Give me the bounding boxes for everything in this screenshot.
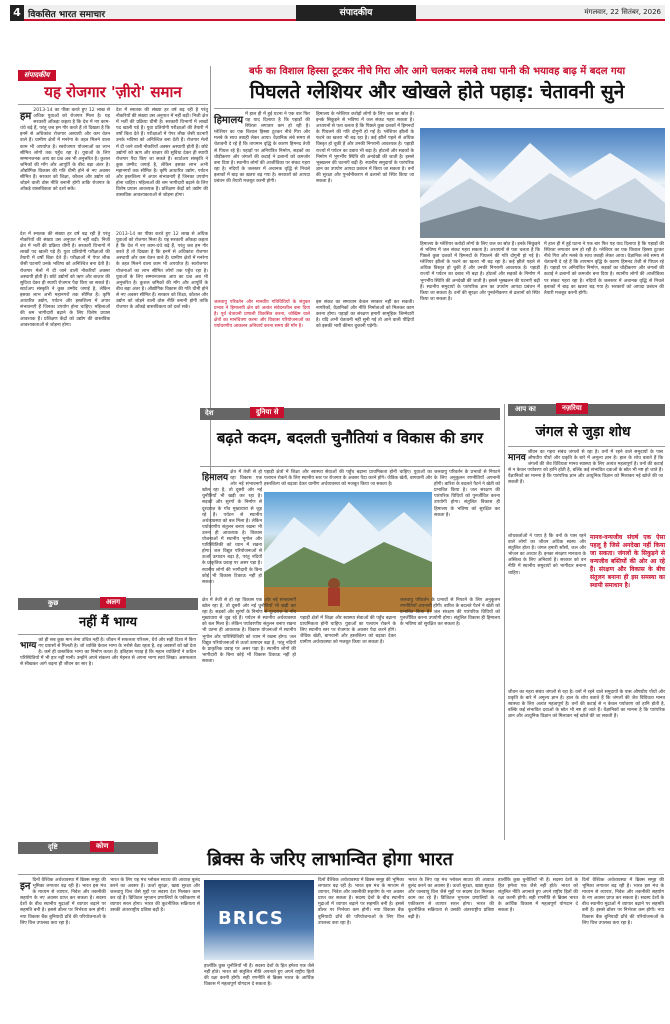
alag-label: अलग bbox=[100, 597, 126, 608]
alag-byline: भाग्य bbox=[20, 641, 37, 651]
glacier-col-2b bbox=[316, 300, 414, 378]
glacier-body-1: में हाल ही में हुई घटना ने एक बार फिर यह याद दिलाया है कि पहाड़ों की स्थिरता लगातार कम हो रही है। ग्लेशियर का एक विशाल हिस्सा टूटकर नीचे गिरा और मलबे के साथ तबाही लेकर आया। वैज्ञानिक लंबे समय से चेतावनी दे रहे हैं कि तापमान वृद्धि के कारण हिमनद तेजी से पिघल रहे हैं। पहाड़ों पर अनियंत्रित निर्माण, सड़कों का चौड़ीकरण और जंगलों की कटाई ने ढलानों को कमजोर बना दिया है। स्थानीय लोगों की आजीविका पर संकट गहरा रहा है। नदियों के जलस्तर में अचानक वृद्धि से निचले इलाकों में बाढ़ का खतरा बढ़ गया है। सरकारों को आपदा प्रबंधन की तैयारी मजबूत करनी होगी। bbox=[214, 112, 310, 185]
aapka-label: आप का bbox=[515, 405, 536, 413]
himalaya-col-6 bbox=[400, 598, 500, 838]
glacier-body-3: हिमालय के ग्लेशियर करोड़ों लोगों के लिए जल का स्रोत हैं। इनके सिकुड़ने से भविष्य में जल संकट गहरा सकता है। अध्ययनों से पता चलता है कि पिछले कुछ दशकों में हिमनदों के पिघलने की गति दोगुनी हो गई है। ग्लेशियर झीलों के फटने का खतरा भी बढ़ रहा है। कई झीलें पहले से अधिक विस्तृत हो चुकी हैं और उनकी निगरानी आवश्यक है। पहाड़ी राज्यों में पर्यटन का दबाव भी बढ़ा है। होटलों और सड़कों के निर्माण में भूगर्भीय स्थिति की अनदेखी की जाती है। इससे भूस्खलन की घटनाएँ बढ़ी हैं। स्थानीय समुदायों के पारंपरिक ज्ञान का उपयोग आपदा प्रबंधन में किया जा सकता है। वनों की सुरक्षा और पुनर्वनीकरण से ढलानों को स्थिर किया जा सकता है। bbox=[316, 112, 414, 185]
glacier-body-2: जलवायु परिवर्तन और मानवीय गतिविधियों के संयुक्त प्रभाव ने हिमालयी क्षेत्र को अत्यंत संवेदनशील बना दिया है। पूर्व चेतावनी प्रणाली विकसित करना, जोखिम वाले क्षेत्रों का मानचित्रण करना और विकास परियोजनाओं का पर्यावरणीय आकलन अनिवार्य करना समय की माँग है। bbox=[214, 300, 310, 330]
brics-col-3 bbox=[204, 964, 314, 1018]
editorial-body-3: 2013-14 का पीछा करते हुए 12 लाख से अधिक युवाओं को रोजगार मिला है। यह सरकारी आँकड़ा कहता है कि देश में नए काम-धंधे बढ़े हैं, परंतु जब हम गौर करते हैं तो दिखता है कि इनमें से अधिकांश रोजगार अस्थायी और कम वेतन वाले हैं। ग्रामीण क्षेत्रों में मनरेगा के तहत मिलने वाला काम भी अपर्याप्त है। स्वरोजगार योजनाओं का लाभ सीमित लोगों तक पहुँच रहा है। युवाओं के लिए सम्मानजनक आय का प्रश्न अब भी अनुत्तरित है। कुशल श्रमिकों की माँग और आपूर्ति के बीच बड़ा अंतर है। औद्योगिक विकास की गति धीमी होने से नए अवसर सीमित हैं। सरकार को शिक्षा, कौशल और उद्योग को जोड़ने वाली ठोस नीति बनानी होगी ताकि रोजगार के आँकड़े वास्तविकता को दर्शा सकें। bbox=[116, 232, 208, 311]
brics-body-2: भारत के लिए यह मंच ग्लोबल साउथ की आवाज़ बुलंद करने का अवसर है। ऊर्जा सुरक्षा, खाद्य सुरक्षा और जलवायु वित्त जैसे मुद्दों पर सदस्य देश मिलकर काम कर रहे हैं। डिजिटल भुगतान प्रणालियों के एकीकरण से व्यापार सरल होगा। भारत की कूटनीतिक सक्रियता से उसकी अंतरराष्ट्रीय प्रतिष्ठा बढ़ी है। bbox=[110, 878, 200, 914]
opinion-headline: जंगल से जुड़ा शोध bbox=[535, 424, 631, 440]
glacier-byline: हिमालय bbox=[214, 115, 244, 126]
nazariya-label: नज़रिया bbox=[556, 403, 588, 414]
brics-photo bbox=[204, 880, 314, 960]
section-name: संपादकीय bbox=[296, 5, 416, 21]
editorial-col-3 bbox=[20, 232, 110, 592]
editorial-col-4 bbox=[116, 232, 208, 592]
opinion-col-1 bbox=[508, 450, 663, 530]
alag-body: को ही सब कुछ मान लेना उचित नहीं है। जीवन में सफलता परिश्रम, धैर्य और सही दिशा में किए गए प्रयासों से मिलती है। जो व्यक्ति केवल भाग्य के भरोसे बैठा रहता है, वह अवसरों को खो देता है। कर्म ही वास्तविक भाग्य का निर्माण करता है। इतिहास गवाह है कि महान व्यक्तियों ने कठिन परिस्थितियों में भी हार नहीं मानी। उन्होंने अपने संकल्प और मेहनत से अपना भाग्य स्वयं लिखा। असफलता से सीखकर आगे बढ़ना ही जीवन का सार है। bbox=[20, 638, 197, 668]
opinion-body-2: शोधकर्ताओं ने पाया है कि वनों के पास रहने वाले लोगों का जीवन अधिक स्वस्थ और संतुलित होता है। जंगल हमारी साँसों, जल और भोजन का आधार हैं। इनका संरक्षण मानवता के अस्तित्व के लिए अनिवार्य है। सरकार को वन नीति में स्थानीय समुदायों को भागीदार बनाना चाहिए। bbox=[508, 534, 586, 576]
himalaya-body-3: जलवायु परिवर्तन के प्रभावों से निपटने के लिए अनुकूलन रणनीतियाँ अपनानी होंगी। बारिश के बदलते पैटर्न ने खेती को प्रभावित किया है। जल संरक्षण की पारंपरिक विधियों को पुनर्जीवित करना उपयोगी होगा। संतुलित विकास ही हिमालय के भविष्य को सुरक्षित कर सकता है। bbox=[434, 470, 501, 518]
brics-col-5 bbox=[408, 878, 494, 1018]
brics-body-1c: दिनों वैश्विक अर्थव्यवस्था में ब्रिक्स समूह की भूमिका लगातार बढ़ रही है। भारत इस मंच के माध्यम से व्यापार, निवेश और तकनीकी सहयोग के नए अवसर प्राप्त कर सकता है। सदस्य देशों के बीच स्थानीय मुद्राओं में व्यापार बढ़ाने पर सहमति बनी है। इससे डॉलर पर निर्भरता कम होगी। नया विकास बैंक बुनियादी ढाँचे की परियोजनाओं के लिए वित्त उपलब्ध करा रहा है। bbox=[582, 878, 664, 926]
brics-byline: इन bbox=[20, 881, 31, 892]
issue-date: मंगलवार, 22 सितंबर, 2026 bbox=[584, 8, 661, 16]
glacier-headline: पिघलते ग्लेशियर और खोखले होते पहाड़: चेतावनी सुने bbox=[249, 81, 625, 103]
himalaya-body-3b: जलवायु परिवर्तन के प्रभावों से निपटने के लिए अनुकूलन रणनीतियाँ अपनानी होंगी। बारिश के बदलते पैटर्न ने खेती को प्रभावित किया है। जल संरक्षण की पारंपरिक विधियों को पुनर्जीवित करना उपयोगी होगा। संतुलित विकास ही हिमालय के भविष्य को सुरक्षित कर सकता है। bbox=[400, 598, 500, 628]
himalaya-body-2: पहाड़ी क्षेत्रों में शिक्षा और स्वास्थ्य सेवाओं की पहुँच बढ़ाना प्राथमिकता होनी चाहिए। युवाओं का पलायन रोकने के लिए स्थानीय स्तर पर रोजगार के अवसर पैदा करने होंगे। जैविक खेती, बागवानी और हस्तशिल्प को बढ़ावा देकर ग्रामीण अर्थव्यवस्था को मजबूत किया जा सकता है। bbox=[264, 470, 432, 488]
himalaya-body-1b: क्षेत्र में तेजी से हो रहा विकास एक ओर नई संभावनाएँ खोल रहा है, तो दूसरी ओर नई चुनौतियाँ भी खड़ी कर रहा है। सड़कों और सुरंगों के निर्माण से दूरदराज़ के गाँव मुख्यधारा से जुड़ रहे हैं। पर्यटन से स्थानीय अर्थव्यवस्था को बल मिला है। लेकिन पर्यावरणीय संतुलन बनाए रखना भी उतना ही आवश्यक है। विकास योजनाओं में स्थानीय भूगोल और पारिस्थितिकी को ध्यान में रखना होगा। जल विद्युत परियोजनाओं से ऊर्जा उत्पादन बढ़ा है, परंतु नदियों के प्राकृतिक प्रवाह पर असर पड़ा है। स्थानीय लोगों की भागीदारी के बिना कोई भी विकास टिकाऊ नहीं हो सकता। bbox=[202, 598, 296, 664]
drishti-label: दृष्टि bbox=[48, 843, 58, 851]
brics-col-2 bbox=[110, 878, 200, 1018]
opinion-col-2 bbox=[508, 534, 586, 684]
himalaya-byline: हिमालय bbox=[202, 473, 229, 483]
glacier-col-pull bbox=[214, 300, 310, 378]
brics-headline: ब्रिक्स के जरिए लाभान्वित होगा भारत bbox=[207, 849, 453, 870]
glacier-col-2 bbox=[316, 112, 414, 297]
himalaya-col-5 bbox=[300, 616, 396, 838]
editorial-body-1: 2013-14 का पीछा करते हुए 12 लाख से अधिक युवाओं को रोजगार मिला है। यह सरकारी आँकड़ा कहता है कि देश में नए काम-धंधे बढ़े हैं, परंतु जब हम गौर करते हैं तो दिखता है कि इनमें से अधिकांश रोजगार अस्थायी और कम वेतन वाले हैं। ग्रामीण क्षेत्रों में मनरेगा के तहत मिलने वाला काम भी अपर्याप्त है। स्वरोजगार योजनाओं का लाभ सीमित लोगों तक पहुँच रहा है। युवाओं के लिए सम्मानजनक आय का प्रश्न अब भी अनुत्तरित है। कुशल श्रमिकों की माँग और आपूर्ति के बीच बड़ा अंतर है। औद्योगिक विकास की गति धीमी होने से नए अवसर सीमित हैं। सरकार को शिक्षा, कौशल और उद्योग को जोड़ने वाली ठोस नीति बनानी होगी ताकि रोजगार के आँकड़े वास्तविकता को दर्शा सकें। bbox=[20, 108, 110, 193]
himalaya-col-3 bbox=[434, 470, 500, 595]
glacier-kicker: बर्फ का विशाल हिस्सा टूटकर नीचे गिरा और आगे चलकर मलबे तथा पानी की भयावह बाढ़ में बदल गया bbox=[248, 66, 626, 77]
editorial-col-1 bbox=[20, 108, 110, 228]
himalaya-col-4 bbox=[202, 598, 296, 838]
paper-name: विकसित भारत समाचार bbox=[28, 10, 106, 20]
duniya-label: दुनिया से bbox=[250, 407, 284, 418]
opinion-body-1b: जीवन का गहरा संबंध जंगलों से रहा है। वनों में रहने वाले समुदायों के पास औषधीय पौधों और प्रकृति के बारे में अमूल्य ज्ञान है। हाल के शोध बताते हैं कि जंगलों की जैव विविधता मानव स्वास्थ्य के लिए अत्यंत महत्वपूर्ण है। वनों की कटाई से न केवल पर्यावरण को हानि होती है, बल्कि कई संभावित दवाओं के स्रोत भी नष्ट हो जाते हैं। वैज्ञानिकों का मानना है कि पारंपरिक ज्ञान और आधुनिक विज्ञान को मिलाकर नई खोजें की जा सकती हैं। bbox=[508, 690, 665, 720]
brics-col-4 bbox=[318, 878, 404, 1018]
glacier-photo bbox=[420, 128, 665, 238]
alag-col bbox=[20, 638, 196, 838]
editorial-headline: यह रोजगार 'ज़ीरो' समान bbox=[44, 83, 182, 101]
opinion-col-3 bbox=[508, 690, 665, 838]
glacier-body-1b: में हाल ही में हुई घटना ने एक बार फिर यह याद दिलाया है कि पहाड़ों की स्थिरता लगातार कम हो रही है। ग्लेशियर का एक विशाल हिस्सा टूटकर नीचे गिरा और मलबे के साथ तबाही लेकर आया। वैज्ञानिक लंबे समय से चेतावनी दे रहे हैं कि तापमान वृद्धि के कारण हिमनद तेजी से पिघल रहे हैं। पहाड़ों पर अनियंत्रित निर्माण, सड़कों का चौड़ीकरण और जंगलों की कटाई ने ढलानों को कमजोर बना दिया है। स्थानीय लोगों की आजीविका पर संकट गहरा रहा है। नदियों के जलस्तर में अचानक वृद्धि से निचले इलाकों में बाढ़ का खतरा बढ़ गया है। सरकारों को आपदा प्रबंधन की तैयारी मजबूत करनी होगी। bbox=[544, 242, 664, 296]
himalaya-body-2b: पहाड़ी क्षेत्रों में शिक्षा और स्वास्थ्य सेवाओं की पहुँच बढ़ाना प्राथमिकता होनी चाहिए। युवाओं का पलायन रोकने के लिए स्थानीय स्तर पर रोजगार के अवसर पैदा करने होंगे। जैविक खेती, बागवानी और हस्तशिल्प को बढ़ावा देकर ग्रामीण अर्थव्यवस्था को मजबूत किया जा सकता है। bbox=[300, 616, 396, 646]
editorial-label: संपादकीय bbox=[18, 70, 56, 81]
brics-col-6 bbox=[498, 878, 578, 1018]
page-number: 4 bbox=[10, 5, 24, 21]
editorial-body-2b: देश में स्नातक की संख्या हर वर्ष बढ़ रही है परंतु नौकरियों की संख्या उस अनुपात में नहीं बढ़ी। निजी क्षेत्र में भर्ती की प्रक्रिया धीमी है। सरकारी विभागों में लाखों पद खाली पड़े हैं। युवा प्रतियोगी परीक्षाओं की तैयारी में वर्षों बिता देते हैं। परीक्षाओं में पेपर लीक जैसी घटनाएँ उनके भविष्य को अनिश्चित बना देती हैं। रोजगार मेलों में दी जाने वाली नौकरियाँ अक्सर अस्थायी होती हैं। छोटे उद्योगों को ऋण और बाज़ार की सुविधा देकर ही स्थायी रोजगार पैदा किए जा सकते हैं। स्टार्टअप संस्कृति ने कुछ उम्मीद जगाई है, लेकिन इसका लाभ अभी महानगरों तक सीमित है। कृषि आधारित उद्योग, पर्यटन और हस्तशिल्प में अपार संभावनाएँ हैं जिनका उपयोग होना चाहिए। महिलाओं की श्रम भागीदारी बढ़ाने के लिए विशेष प्रयास आवश्यक हैं। प्रशिक्षण केंद्रों को उद्योग की वास्तविक आवश्यकताओं से जोड़ना होगा। bbox=[20, 232, 110, 329]
page-header bbox=[10, 5, 665, 21]
glacier-col-4 bbox=[544, 242, 664, 378]
alag-headline: नहीं मैं भाग्य bbox=[78, 615, 137, 630]
opinion-body-1: जीवन का गहरा संबंध जंगलों से रहा है। वनों में रहने वाले समुदायों के पास औषधीय पौधों और प्रकृति के बारे में अमूल्य ज्ञान है। हाल के शोध बताते हैं कि जंगलों की जैव विविधता मानव स्वास्थ्य के लिए अत्यंत महत्वपूर्ण है। वनों की कटाई से न केवल पर्यावरण को हानि होती है, बल्कि कई संभावित दवाओं के स्रोत भी नष्ट हो जाते हैं। वैज्ञानिकों का मानना है कि पारंपरिक ज्ञान और आधुनिक विज्ञान को मिलाकर नई खोजें की जा सकती हैं। bbox=[508, 450, 663, 486]
glacier-body-3b: हिमालय के ग्लेशियर करोड़ों लोगों के लिए जल का स्रोत हैं। इनके सिकुड़ने से भविष्य में जल संकट गहरा सकता है। अध्ययनों से पता चलता है कि पिछले कुछ दशकों में हिमनदों के पिघलने की गति दोगुनी हो गई है। ग्लेशियर झीलों के फटने का खतरा भी बढ़ रहा है। कई झीलें पहले से अधिक विस्तृत हो चुकी हैं और उनकी निगरानी आवश्यक है। पहाड़ी राज्यों में पर्यटन का दबाव भी बढ़ा है। होटलों और सड़कों के निर्माण में भूगर्भीय स्थिति की अनदेखी की जाती है। इससे भूस्खलन की घटनाएँ बढ़ी हैं। स्थानीय समुदायों के पारंपरिक ज्ञान का उपयोग आपदा प्रबंधन में किया जा सकता है। वनों की सुरक्षा और पुनर्वनीकरण से ढलानों को स्थिर किया जा सकता है। bbox=[420, 242, 540, 302]
himalaya-body-1: क्षेत्र में तेजी से हो रहा विकास एक ओर नई संभावनाएँ खोल रहा है, तो दूसरी ओर नई चुनौतियाँ भी खड़ी कर रहा है। सड़कों और सुरंगों के निर्माण से दूरदराज़ के गाँव मुख्यधारा से जुड़ रहे हैं। पर्यटन से स्थानीय अर्थव्यवस्था को बल मिला है। लेकिन पर्यावरणीय संतुलन बनाए रखना भी उतना ही आवश्यक है। विकास योजनाओं में स्थानीय भूगोल और पारिस्थितिकी को ध्यान में रखना होगा। जल विद्युत परियोजनाओं से ऊर्जा उत्पादन बढ़ा है, परंतु नदियों के प्राकृतिक प्रवाह पर असर पड़ा है। स्थानीय लोगों की भागीदारी के बिना कोई भी विकास टिकाऊ नहीं हो सकता। bbox=[202, 470, 262, 585]
himalaya-col-top bbox=[264, 470, 432, 490]
himalaya-photo bbox=[264, 492, 432, 612]
opinion-quote-col bbox=[590, 534, 665, 684]
brics-body-1: दिनों वैश्विक अर्थव्यवस्था में ब्रिक्स समूह की भूमिका लगातार बढ़ रही है। भारत इस मंच के माध्यम से व्यापार, निवेश और तकनीकी सहयोग के नए अवसर प्राप्त कर सकता है। सदस्य देशों के बीच स्थानीय मुद्राओं में व्यापार बढ़ाने पर सहमति बनी है। इससे डॉलर पर निर्भरता कम होगी। नया विकास बैंक बुनियादी ढाँचे की परियोजनाओं के लिए वित्त उपलब्ध करा रहा है। bbox=[20, 878, 106, 926]
brics-image-text: BRICS bbox=[218, 908, 284, 929]
brics-body-2b: भारत के लिए यह मंच ग्लोबल साउथ की आवाज़ बुलंद करने का अवसर है। ऊर्जा सुरक्षा, खाद्य सुरक्षा और जलवायु वित्त जैसे मुद्दों पर सदस्य देश मिलकर काम कर रहे हैं। डिजिटल भुगतान प्रणालियों के एकीकरण से व्यापार सरल होगा। भारत की कूटनीतिक सक्रियता से उसकी अंतरराष्ट्रीय प्रतिष्ठा बढ़ी है। bbox=[408, 878, 494, 920]
editorial-body-2: देश में स्नातक की संख्या हर वर्ष बढ़ रही है परंतु नौकरियों की संख्या उस अनुपात में नहीं बढ़ी। निजी क्षेत्र में भर्ती की प्रक्रिया धीमी है। सरकारी विभागों में लाखों पद खाली पड़े हैं। युवा प्रतियोगी परीक्षाओं की तैयारी में वर्षों बिता देते हैं। परीक्षाओं में पेपर लीक जैसी घटनाएँ उनके भविष्य को अनिश्चित बना देती हैं। रोजगार मेलों में दी जाने वाली नौकरियाँ अक्सर अस्थायी होती हैं। छोटे उद्योगों को ऋण और बाज़ार की सुविधा देकर ही स्थायी रोजगार पैदा किए जा सकते हैं। स्टार्टअप संस्कृति ने कुछ उम्मीद जगाई है, लेकिन इसका लाभ अभी महानगरों तक सीमित है। कृषि आधारित उद्योग, पर्यटन और हस्तशिल्प में अपार संभावनाएँ हैं जिनका उपयोग होना चाहिए। महिलाओं की श्रम भागीदारी बढ़ाने के लिए विशेष प्रयास आवश्यक हैं। प्रशिक्षण केंद्रों को उद्योग की वास्तविक आवश्यकताओं से जोड़ना होगा। bbox=[116, 108, 208, 199]
glacier-col-1 bbox=[214, 112, 310, 297]
desh-label: देश bbox=[205, 409, 214, 417]
brics-col-1 bbox=[20, 878, 106, 1018]
editorial-col-2 bbox=[116, 108, 208, 228]
brics-body-1b: दिनों वैश्विक अर्थव्यवस्था में ब्रिक्स समूह की भूमिका लगातार बढ़ रही है। भारत इस मंच के माध्यम से व्यापार, निवेश और तकनीकी सहयोग के नए अवसर प्राप्त कर सकता है। सदस्य देशों के बीच स्थानीय मुद्राओं में व्यापार बढ़ाने पर सहमति बनी है। इससे डॉलर पर निर्भरता कम होगी। नया विकास बैंक बुनियादी ढाँचे की परियोजनाओं के लिए वित्त उपलब्ध करा रहा है। bbox=[318, 878, 404, 926]
brics-body-3: हालाँकि कुछ चुनौतियाँ भी हैं। सदस्य देशों के हित हमेशा एक जैसे नहीं होते। भारत को संतुलित नीति अपनाते हुए अपने राष्ट्रीय हितों की रक्षा करनी होगी। सही रणनीति से ब्रिक्स भारत के आर्थिक विकास में महत्वपूर्ण योगदान दे सकता है। bbox=[204, 964, 314, 988]
himalaya-headline: बढ़ते कदम, बदलती चुनौतियां व विकास की डगर bbox=[216, 429, 484, 447]
editorial-byline: हम bbox=[20, 111, 32, 122]
kuch-label: कुछ bbox=[48, 599, 59, 607]
glacier-col-3 bbox=[420, 242, 540, 378]
himalaya-col-1 bbox=[202, 470, 262, 595]
glacier-body-4: इस संकट का समाधान केवल सरकार नहीं कर सकती। नागरिकों, वैज्ञानिकों और नीति निर्माताओं को मिलकर काम करना होगा। पहाड़ों का संरक्षण हमारी सामूहिक जिम्मेदारी है। यदि अभी चेतावनी नहीं सुनी गई तो आने वाली पीढ़ियों को इसकी भारी कीमत चुकानी पड़ेगी। bbox=[316, 300, 414, 330]
opinion-byline: मानव bbox=[508, 453, 526, 463]
brics-col-7 bbox=[582, 878, 664, 1018]
section-bar-desh bbox=[200, 408, 500, 420]
kon-label: कोण bbox=[90, 841, 114, 852]
brics-body-3b: हालाँकि कुछ चुनौतियाँ भी हैं। सदस्य देशों के हित हमेशा एक जैसे नहीं होते। भारत को संतुलित नीति अपनाते हुए अपने राष्ट्रीय हितों की रक्षा करनी होगी। सही रणनीति से ब्रिक्स भारत के आर्थिक विकास में महत्वपूर्ण योगदान दे सकता है। bbox=[498, 878, 578, 914]
opinion-quote: मानव-वन्यजीव संघर्ष एक ऐसा पहलू है जिसे अनदेखा नहीं किया जा सकता। जंगलों के सिकुड़ने से वन्यजीव बस्तियों की ओर आ रहे हैं। संरक्षण और विकास के बीच संतुलन बनाना ही इस समस्या का स्थायी समाधान है। bbox=[590, 534, 665, 589]
